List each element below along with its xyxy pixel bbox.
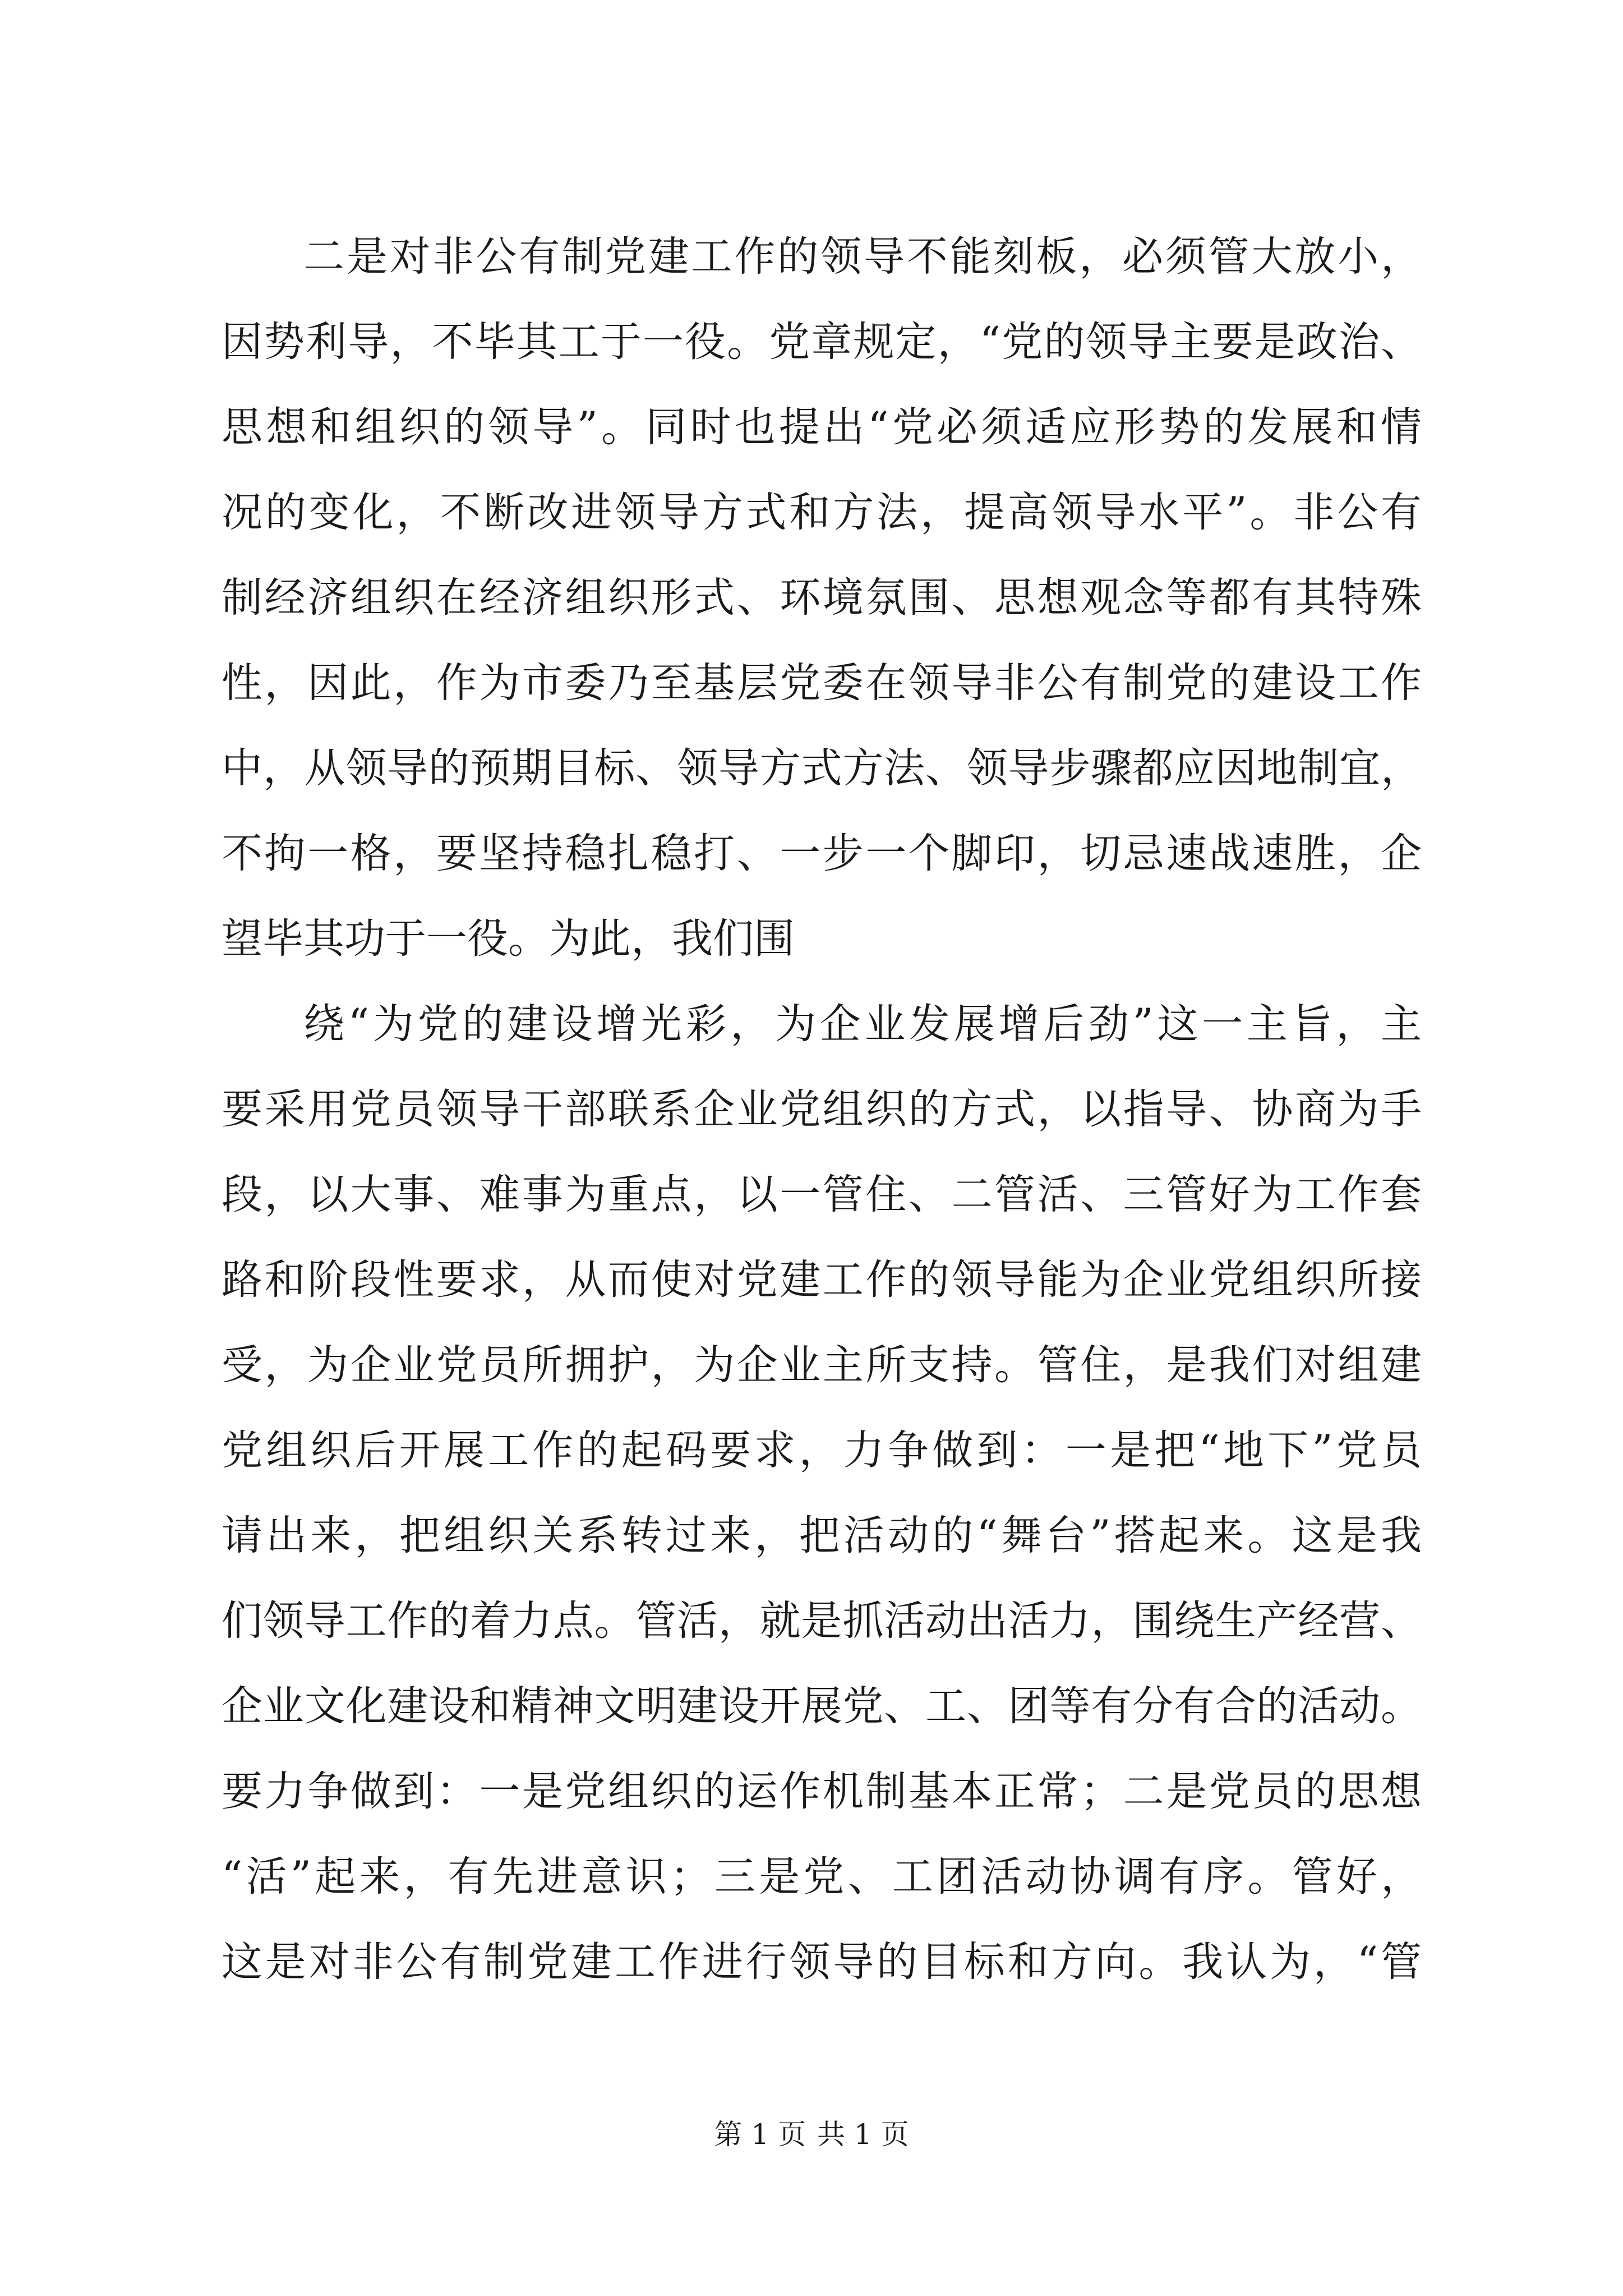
paragraph-line: 二是对非公有制党建工作的领导不能刻板，必须管大放小， — [303, 233, 1422, 280]
paragraph-2 — [222, 982, 1422, 2005]
paragraph-line: 们领导工作的着力点。管活，就是抓活动出活力，围绕生产经营、 — [222, 1597, 1422, 1645]
paragraph-line: 因势利导，不毕其工于一役。党章规定，“党的领导主要是政治、 — [222, 318, 1422, 366]
paragraph-line: 党组织后开展工作的起码要求，力争做到：一是把“地下”党员 — [222, 1427, 1422, 1474]
paragraph-line: 制经济组织在经济组织形式、环境氛围、思想观念等都有其特殊 — [222, 574, 1422, 622]
page-footer — [0, 2115, 1623, 2154]
paragraph-line: “活”起来，有先进意识；三是党、工团活动协调有序。管好， — [222, 1853, 1422, 1901]
paragraph-line: 受，为企业党员所拥护，为企业主所支持。管住，是我们对组建 — [222, 1341, 1422, 1389]
paragraph-line: 这是对非公有制党建工作进行领导的目标和方向。我认为，“管 — [222, 1938, 1422, 1986]
paragraph-line: 路和阶段性要求，从而使对党建工作的领导能为企业党组织所接 — [222, 1256, 1422, 1304]
paragraph-line: 要力争做到：一是党组织的运作机制基本正常；二是党员的思想 — [222, 1768, 1422, 1815]
page-total: 共 1 页 — [817, 2118, 909, 2151]
document-body — [222, 214, 1422, 2005]
paragraph-line: 况的变化，不断改进领导方式和方法，提高领导水平”。非公有 — [222, 489, 1422, 536]
paragraph-line: 不拘一格，要坚持稳扎稳打、一步一个脚印，切忌速战速胜，企 — [222, 830, 1422, 877]
paragraph-line: 要采用党员领导干部联系企业党组织的方式，以指导、协商为手 — [222, 1085, 1422, 1133]
paragraph-line: 性，因此，作为市委乃至基层党委在领导非公有制党的建设工作 — [222, 659, 1422, 707]
paragraph-line: 中，从领导的预期目标、领导方式方法、领导步骤都应因地制宜， — [222, 744, 1422, 792]
paragraph-line: 望毕其功于一役。为此，我们围 — [222, 915, 795, 963]
paragraph-line: 绕“为党的建设增光彩，为企业发展增后劲”这一主旨，主 — [303, 1000, 1422, 1048]
paragraph-line: 企业文化建设和精神文明建设开展党、工、团等有分有合的活动。 — [222, 1682, 1422, 1730]
page-number: 第 1 页 — [714, 2118, 806, 2151]
paragraph-line: 思想和组织的领导”。同时也提出“党必须适应形势的发展和情 — [222, 403, 1422, 451]
paragraph-1 — [222, 214, 1422, 982]
paragraph-line: 段，以大事、难事为重点，以一管住、二管活、三管好为工作套 — [222, 1171, 1422, 1218]
paragraph-line: 请出来，把组织关系转过来，把活动的“舞台”搭起来。这是我 — [222, 1512, 1422, 1559]
